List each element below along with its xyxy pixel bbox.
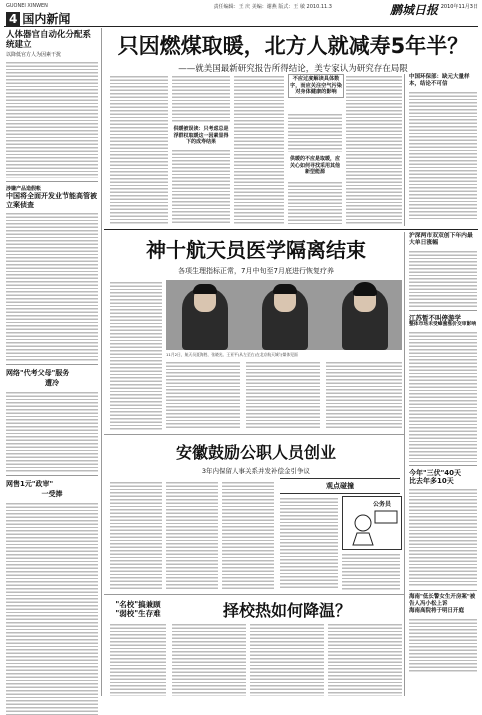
header-rule [4, 26, 478, 27]
school-side-headline [110, 600, 166, 618]
anhui-opinion-2 [342, 552, 400, 590]
lead-body-col3 [234, 74, 284, 224]
english-section-tag: GUONEI XINWEN [6, 3, 48, 9]
lead-body-col5 [346, 74, 402, 224]
section-number: 4 [6, 12, 20, 26]
school-side-sub: "弱校"生存难 [115, 609, 161, 618]
left-story3-sub: 遭冷 [45, 379, 59, 387]
right-story4-body [409, 487, 477, 587]
school-headline: 择校热如何降温？ [222, 601, 351, 620]
lead-body-col2a [172, 74, 230, 122]
quote-subtitle: 供暖的不应是取暖，应关心如何寻找采用其他新型能源 [289, 156, 340, 175]
shenzhou-headline-block [110, 234, 402, 276]
opinion-label: 观点碰撞 [280, 478, 400, 494]
left-story1-sub: 以降低官方人为因素干扰 [6, 52, 62, 58]
school-body-3 [328, 622, 402, 696]
right-story5-title: 海南"低长警女生开房案"被告人冯小松上诉 [409, 594, 476, 607]
anhui-headline-block [110, 440, 402, 475]
anhui-body-1 [110, 480, 162, 590]
lead-headline-block [110, 30, 476, 74]
right-story1-body [409, 90, 477, 220]
right-story3-title: 江苏暂不叫停游学 [409, 314, 461, 322]
right-story2-title: 沪深两市双双创下年内最大单日涨幅 [409, 233, 473, 246]
left-story2-sub: 中国将全面开发业节能高管被立案侦查 [6, 192, 97, 209]
left-divider [101, 28, 102, 696]
lead-body-col4a [288, 112, 342, 152]
lead-bottom-rule [104, 229, 478, 230]
editor-credits: 责任编辑：王 庆 美编：谢燕 版式：王 敏 2010.11.3 [213, 4, 332, 10]
right-story4-title: 今年"三伏"40天 [409, 469, 462, 477]
astronauts-photo [166, 280, 402, 350]
shenzhou-body-3 [246, 360, 320, 430]
photo-caption: 11月2日，航天员聂海胜、张晓光、王亚平(从左至右)在北京航天城与媒体见面 [166, 352, 298, 357]
shenzhou-bottom-rule [104, 434, 404, 435]
left-story1-body [6, 60, 98, 178]
right-story5-sub: 海南高院将于明日开庭 [409, 608, 465, 614]
cartoon-illustration [342, 496, 402, 550]
right-story1 [409, 74, 477, 220]
pull-quote: 供暖被误读：只考虑总是浮群权取暖这一因素显得下的成寿结果 [173, 126, 229, 145]
anhui-body-3 [222, 480, 274, 590]
anhui-opinion-1 [280, 496, 338, 590]
anhui-headline: 安徽鼓励公职人员创业 [175, 443, 336, 462]
left-story3-body [6, 390, 98, 472]
school-body-1 [172, 622, 246, 696]
right-story2-body [409, 249, 477, 307]
left-story4-body [6, 501, 98, 715]
school-side-title: "名校"搞兼顾 [115, 600, 161, 609]
anhui-bottom-rule [104, 594, 404, 595]
issue-date: 2010年11月3日 [440, 4, 478, 10]
lead-headline: 只因燃煤取暖，北方人就减寿5年半？ [117, 34, 469, 58]
school-body-2 [250, 622, 324, 696]
lead-body-col2b [172, 148, 230, 224]
boxed-subtitle: 不应过度解读具体数字，而应关注空气污染对身体健康的影响 [288, 74, 344, 98]
page-header [0, 0, 482, 22]
newspaper-logo: 鹏城日报 [389, 3, 438, 17]
anhui-body-2 [166, 480, 218, 590]
right-story3-body [409, 330, 477, 462]
left-story4-title: 网售1元"政审" [6, 480, 54, 488]
section-title: 国内新闻 [22, 12, 71, 26]
cartoon-caption: 公务员 [373, 501, 392, 508]
cartoon-drawing [343, 497, 401, 549]
left-column [6, 30, 98, 715]
school-headline-block [172, 598, 402, 621]
anhui-subheadline: 3年内保留人事关系并发补偿金引争议 [201, 467, 311, 475]
lead-body-col1 [110, 74, 168, 224]
shenzhou-body-4 [326, 360, 402, 430]
left-story4-sub: 一受捧 [41, 490, 63, 498]
right-divider-top [404, 74, 405, 226]
shenzhou-body-2 [166, 360, 240, 430]
left-story1-title: 人体器官自动化分配系统建立 [6, 30, 92, 50]
right-story1-title: 中国环保部：缺元大量样本，结论不可信 [409, 74, 470, 87]
right-story3-sub: 整体市场未受蜂蜜涨价交审影响 [409, 322, 477, 327]
lead-subheadline: ——就美国最新研究报告所得结论，美专家认为研究存在局限 [178, 64, 408, 74]
right-story4-sub: 比去年多10天 [409, 477, 454, 485]
shenzhou-body [110, 280, 162, 430]
left-story2-body [6, 211, 98, 361]
school-side-body [110, 622, 166, 696]
left-story2-title: 涉嫌产品造假帐 [6, 186, 42, 192]
right-divider-bottom [404, 232, 405, 696]
lead-body-col4b [288, 180, 342, 224]
left-story3-title: 网络"代考父母"服务 [6, 369, 70, 377]
section-label [6, 10, 70, 27]
shenzhou-subheadline: 各项生理指标正常，7月中旬至7月底进行恢复疗养 [178, 267, 334, 275]
right-story5-body [409, 617, 477, 673]
shenzhou-headline: 神十航天员医学隔离结束 [146, 238, 366, 262]
right-column-lower [409, 233, 477, 673]
